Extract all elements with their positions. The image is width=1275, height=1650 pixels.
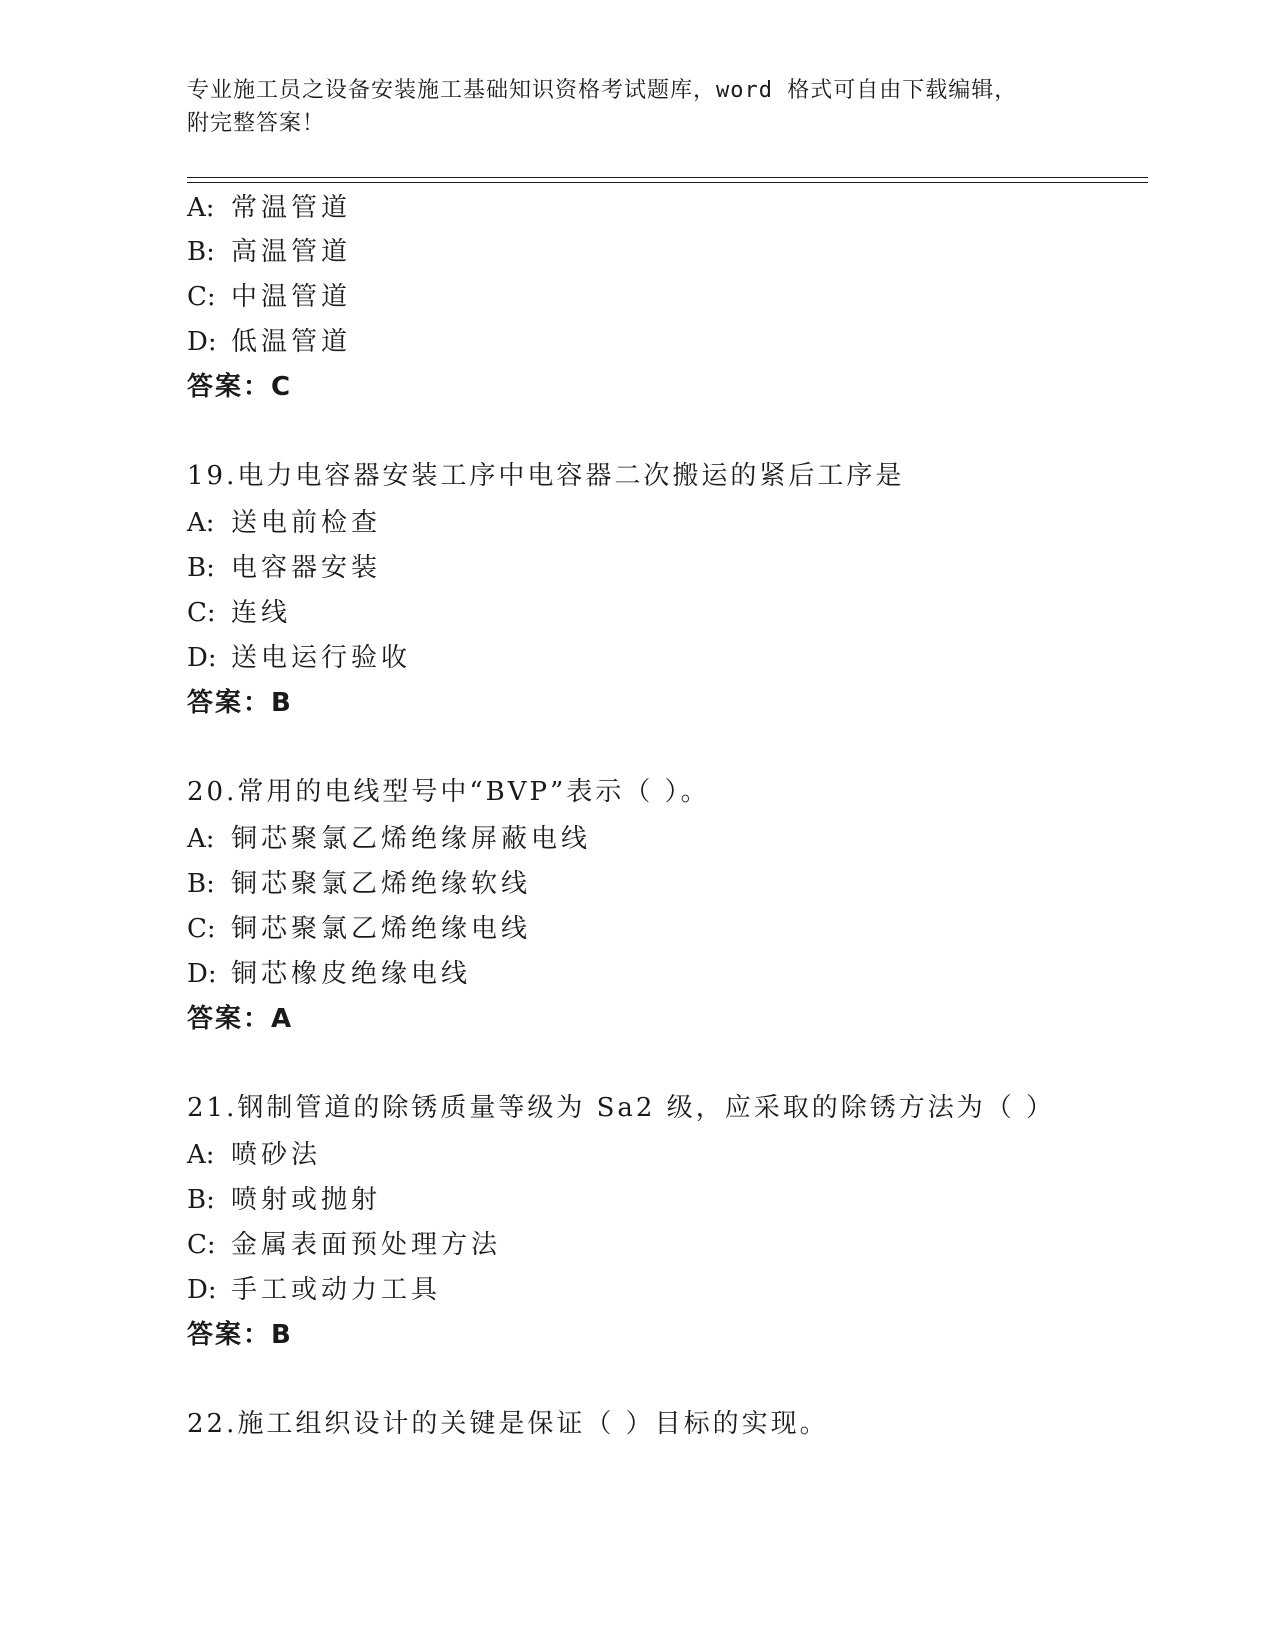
- q19-question: 19.电力电容器安装工序中电容器二次搬运的紧后工序是: [187, 461, 905, 491]
- q18-answer: 答案：C: [187, 372, 293, 402]
- q20-option-c: C: 铜芯聚氯乙烯绝缘电线: [187, 914, 532, 944]
- q22-question: 22.施工组织设计的关键是保证（ ）目标的实现。: [187, 1409, 829, 1439]
- q18-option-d: D: 低温管道: [187, 327, 352, 357]
- q18-option-a: A: 常温管道: [187, 193, 352, 223]
- q18-option-b: B: 高温管道: [187, 237, 352, 267]
- q20-question: 20.常用的电线型号中“BVP”表示（ ）。: [187, 777, 710, 807]
- header-line-2: 附完整答案！: [187, 111, 326, 136]
- header-line-1: 专业施工员之设备安装施工基础知识资格考试题库，word 格式可自由下载编辑，: [187, 78, 1018, 103]
- document-header: [187, 74, 1087, 140]
- q20-answer: 答案：A: [187, 1004, 294, 1034]
- q19-option-d: D: 送电运行验收: [187, 643, 412, 673]
- q19-option-c: C: 连线: [187, 598, 292, 628]
- q21-option-d: D: 手工或动力工具: [187, 1275, 442, 1305]
- q18-option-c: C: 中温管道: [187, 282, 352, 312]
- q21-question: 21.钢制管道的除锈质量等级为 Sa2 级，应采取的除锈方法为（ ）: [187, 1093, 1055, 1123]
- q21-answer: 答案：B: [187, 1320, 293, 1350]
- q19-answer: 答案：B: [187, 688, 293, 718]
- header-divider-bottom: [187, 182, 1148, 183]
- q19-option-a: A: 送电前检查: [187, 508, 382, 538]
- header-divider-top: [187, 177, 1148, 178]
- q19-option-b: B: 电容器安装: [187, 553, 382, 583]
- q21-option-b: B: 喷射或抛射: [187, 1185, 382, 1215]
- q20-option-a: A: 铜芯聚氯乙烯绝缘屏蔽电线: [187, 824, 592, 854]
- q21-option-a: A: 喷砂法: [187, 1140, 322, 1170]
- q20-option-b: B: 铜芯聚氯乙烯绝缘软线: [187, 869, 532, 899]
- q20-option-d: D: 铜芯橡皮绝缘电线: [187, 959, 472, 989]
- q21-option-c: C: 金属表面预处理方法: [187, 1230, 502, 1260]
